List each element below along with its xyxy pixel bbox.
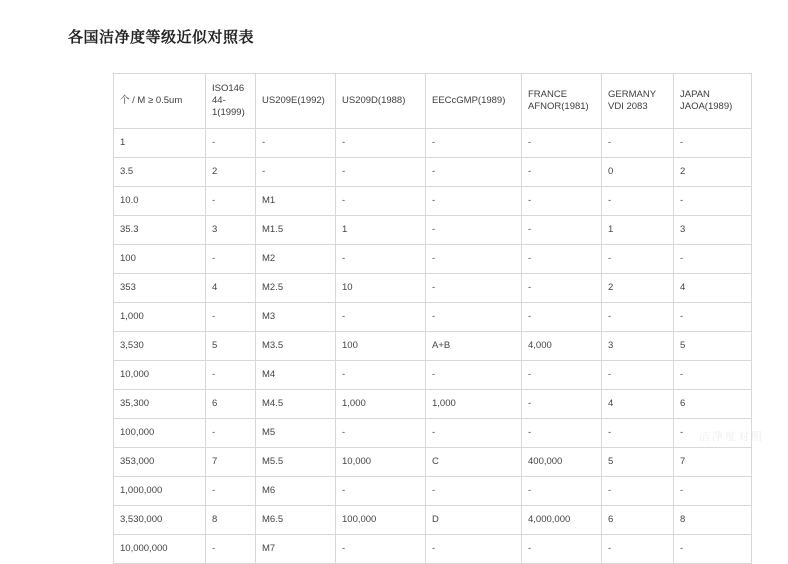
column-header: US209E(1992) [256,74,336,129]
column-header: FRANCE AFNOR(1981) [522,74,602,129]
table-cell: 353,000 [114,448,206,477]
table-body [114,129,752,564]
table-row [114,303,752,332]
table-cell: 35,300 [114,390,206,419]
table-cell: 3 [674,216,752,245]
table-cell: - [522,303,602,332]
table-cell: M6 [256,477,336,506]
table-cell: 1,000 [114,303,206,332]
table-cell: - [426,245,522,274]
table-cell: - [206,535,256,564]
table-cell: 6 [674,390,752,419]
table-cell: - [674,187,752,216]
table-cell: 3,530,000 [114,506,206,535]
table-cell: M5 [256,419,336,448]
table-cell: - [426,216,522,245]
table-cell: 0 [602,158,674,187]
table-row [114,274,752,303]
table-row [114,245,752,274]
table-cell: 4 [206,274,256,303]
table-cell: 3 [602,332,674,361]
table-cell: - [206,477,256,506]
table-cell: - [426,158,522,187]
table-cell: - [336,158,426,187]
table-cell: - [602,187,674,216]
table-cell: - [426,477,522,506]
table-cell: - [522,245,602,274]
table-cell: - [522,129,602,158]
table-cell: D [426,506,522,535]
table-cell: - [674,303,752,332]
table-cell: - [522,274,602,303]
table-row [114,361,752,390]
table-cell: 1 [114,129,206,158]
table-cell: 8 [674,506,752,535]
table-cell: - [674,419,752,448]
table-cell: 2 [206,158,256,187]
table-cell: 3 [206,216,256,245]
table-cell: 2 [602,274,674,303]
table-cell: 353 [114,274,206,303]
table-cell: 5 [206,332,256,361]
page-title: 各国洁净度等级近似对照表 [68,29,255,46]
table-cell: 5 [674,332,752,361]
table-cell: - [426,187,522,216]
table-cell: - [522,390,602,419]
table-cell: 100,000 [114,419,206,448]
table-cell: - [522,535,602,564]
table-row [114,419,752,448]
table-cell: - [674,477,752,506]
table-cell: M5.5 [256,448,336,477]
table-cell: 1,000,000 [114,477,206,506]
table-cell: 10,000 [336,448,426,477]
table-header [114,74,752,129]
table-cell: - [426,129,522,158]
table-cell: - [522,361,602,390]
table-cell: C [426,448,522,477]
table-cell: 1 [602,216,674,245]
table-cell: - [206,361,256,390]
table-cell: M2 [256,245,336,274]
table-cell: 1 [336,216,426,245]
table-cell: - [674,245,752,274]
table-row [114,158,752,187]
table-cell: - [256,129,336,158]
table-cell: - [206,419,256,448]
table-cell: - [336,477,426,506]
column-header: US209D(1988) [336,74,426,129]
table-row [114,477,752,506]
comparison-table [113,73,752,564]
table-cell: - [336,303,426,332]
table-cell: - [602,535,674,564]
table-cell: - [336,245,426,274]
table-cell: - [522,158,602,187]
table-row [114,390,752,419]
table-cell: 100 [114,245,206,274]
table-cell: 4,000,000 [522,506,602,535]
table-cell: 8 [206,506,256,535]
column-header: JAPAN JAOA(1989) [674,74,752,129]
table-cell: 6 [602,506,674,535]
table-cell: - [336,361,426,390]
table-cell: M4 [256,361,336,390]
table-cell: M7 [256,535,336,564]
table-cell: 4,000 [522,332,602,361]
table-row [114,216,752,245]
table-cell: - [336,187,426,216]
watermark: 洁净度对照 [699,431,764,443]
table-cell: - [426,419,522,448]
table-cell: - [522,216,602,245]
table-cell: - [426,274,522,303]
table-cell: - [336,129,426,158]
table-cell: - [602,303,674,332]
table-header-row [114,74,752,129]
table-row [114,129,752,158]
table-cell: - [602,129,674,158]
table-cell: - [426,303,522,332]
table-cell: - [206,303,256,332]
column-header: ISO14644-1(1999) [206,74,256,129]
table-cell: - [336,535,426,564]
table-cell: 6 [206,390,256,419]
table-cell: - [426,361,522,390]
column-header: 个 / M ≥ 0.5um [114,74,206,129]
table-cell: - [522,187,602,216]
table-cell: - [256,158,336,187]
column-header: EECcGMP(1989) [426,74,522,129]
table-cell: 100,000 [336,506,426,535]
table-cell: - [602,361,674,390]
table-cell: - [602,245,674,274]
table-cell: 10,000 [114,361,206,390]
table-row [114,332,752,361]
table-cell: M3 [256,303,336,332]
table-row [114,187,752,216]
table-cell: 3,530 [114,332,206,361]
table-cell: 2 [674,158,752,187]
table-cell: - [674,361,752,390]
table-cell: 5 [602,448,674,477]
table-cell: 3.5 [114,158,206,187]
table-cell: M2.5 [256,274,336,303]
table-cell: 10.0 [114,187,206,216]
table-cell: 400,000 [522,448,602,477]
table-cell: 7 [674,448,752,477]
table-cell: - [602,419,674,448]
table-cell: - [206,245,256,274]
table-cell: 4 [602,390,674,419]
table-cell: 7 [206,448,256,477]
table-cell: M1.5 [256,216,336,245]
table-cell: - [674,129,752,158]
table-cell: 100 [336,332,426,361]
table-cell: M6.5 [256,506,336,535]
table-cell: 35.3 [114,216,206,245]
table-cell: M4.5 [256,390,336,419]
table-cell: - [674,535,752,564]
table-cell: 10,000,000 [114,535,206,564]
table-row [114,535,752,564]
table-cell: - [336,419,426,448]
table-cell: 4 [674,274,752,303]
table-cell: A+B [426,332,522,361]
column-header: GERMANY VDI 2083 [602,74,674,129]
table-cell: - [522,477,602,506]
table-row [114,506,752,535]
table-cell: - [426,535,522,564]
table-cell: - [522,419,602,448]
table-cell: 10 [336,274,426,303]
table-cell: - [206,187,256,216]
table-cell: M1 [256,187,336,216]
table-cell: - [206,129,256,158]
table-cell: 1,000 [426,390,522,419]
table-cell: 1,000 [336,390,426,419]
table-cell: M3.5 [256,332,336,361]
table-cell: - [602,477,674,506]
cleanroom-class-comparison-table [113,73,751,564]
